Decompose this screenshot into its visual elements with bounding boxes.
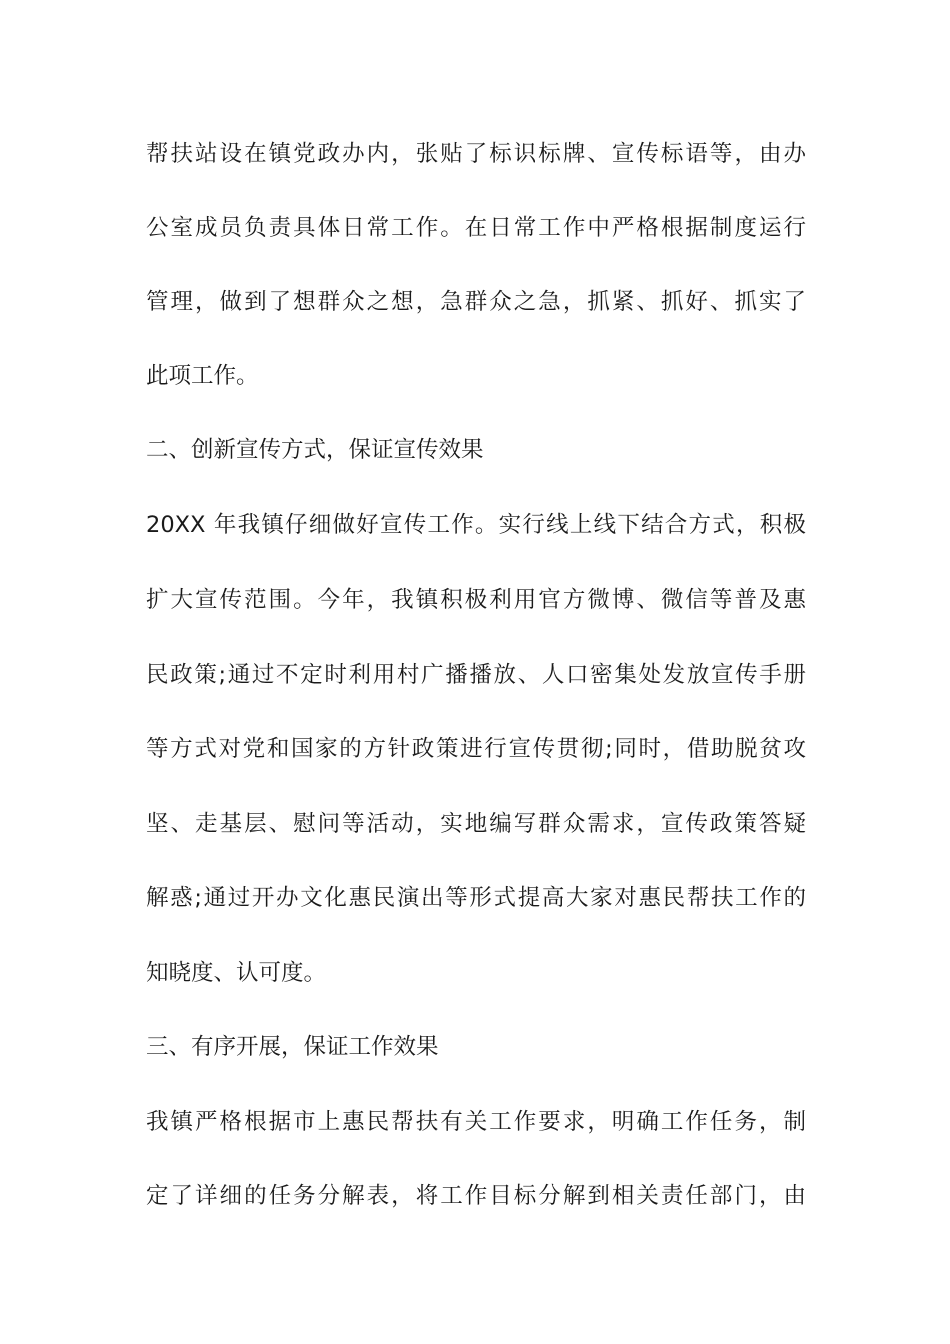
- paragraph-1-line-4: 此项工作。: [146, 363, 259, 389]
- paragraph-1-line-2: 公室成员负责具体日常工作。在日常工作中严格根据制度运行: [146, 215, 806, 241]
- paragraph-2-line-1: 20XX 年我镇仔细做好宣传工作。实行线上线下结合方式，积极: [146, 512, 806, 538]
- paragraph-1-line-1: 帮扶站设在镇党政办内，张贴了标识标牌、宣传标语等，由办: [146, 141, 806, 167]
- paragraph-2-line-6: 解惑;通过开办文化惠民演出等形式提高大家对惠民帮扶工作的: [146, 885, 806, 911]
- paragraph-3-line-1: 我镇严格根据市上惠民帮扶有关工作要求，明确工作任务，制: [146, 1109, 806, 1135]
- paragraph-2-line-5: 坚、走基层、慰问等活动，实地编写群众需求，宣传政策答疑: [146, 811, 806, 837]
- section-heading-3: 三、有序开展，保证工作效果: [146, 1034, 439, 1060]
- paragraph-3-line-2: 定了详细的任务分解表，将工作目标分解到相关责任部门，由: [146, 1183, 806, 1209]
- paragraph-2-line-3: 民政策;通过不定时利用村广播播放、人口密集处发放宣传手册: [146, 662, 806, 688]
- paragraph-2-line-7: 知晓度、认可度。: [146, 960, 327, 986]
- paragraph-2-line-4: 等方式对党和国家的方针政策进行宣传贯彻;同时，借助脱贫攻: [146, 736, 806, 762]
- section-heading-2: 二、创新宣传方式，保证宣传效果: [146, 437, 484, 463]
- paragraph-1-line-3: 管理，做到了想群众之想，急群众之急，抓紧、抓好、抓实了: [146, 289, 806, 315]
- paragraph-2-line-2: 扩大宣传范围。今年，我镇积极利用官方微博、微信等普及惠: [146, 587, 806, 613]
